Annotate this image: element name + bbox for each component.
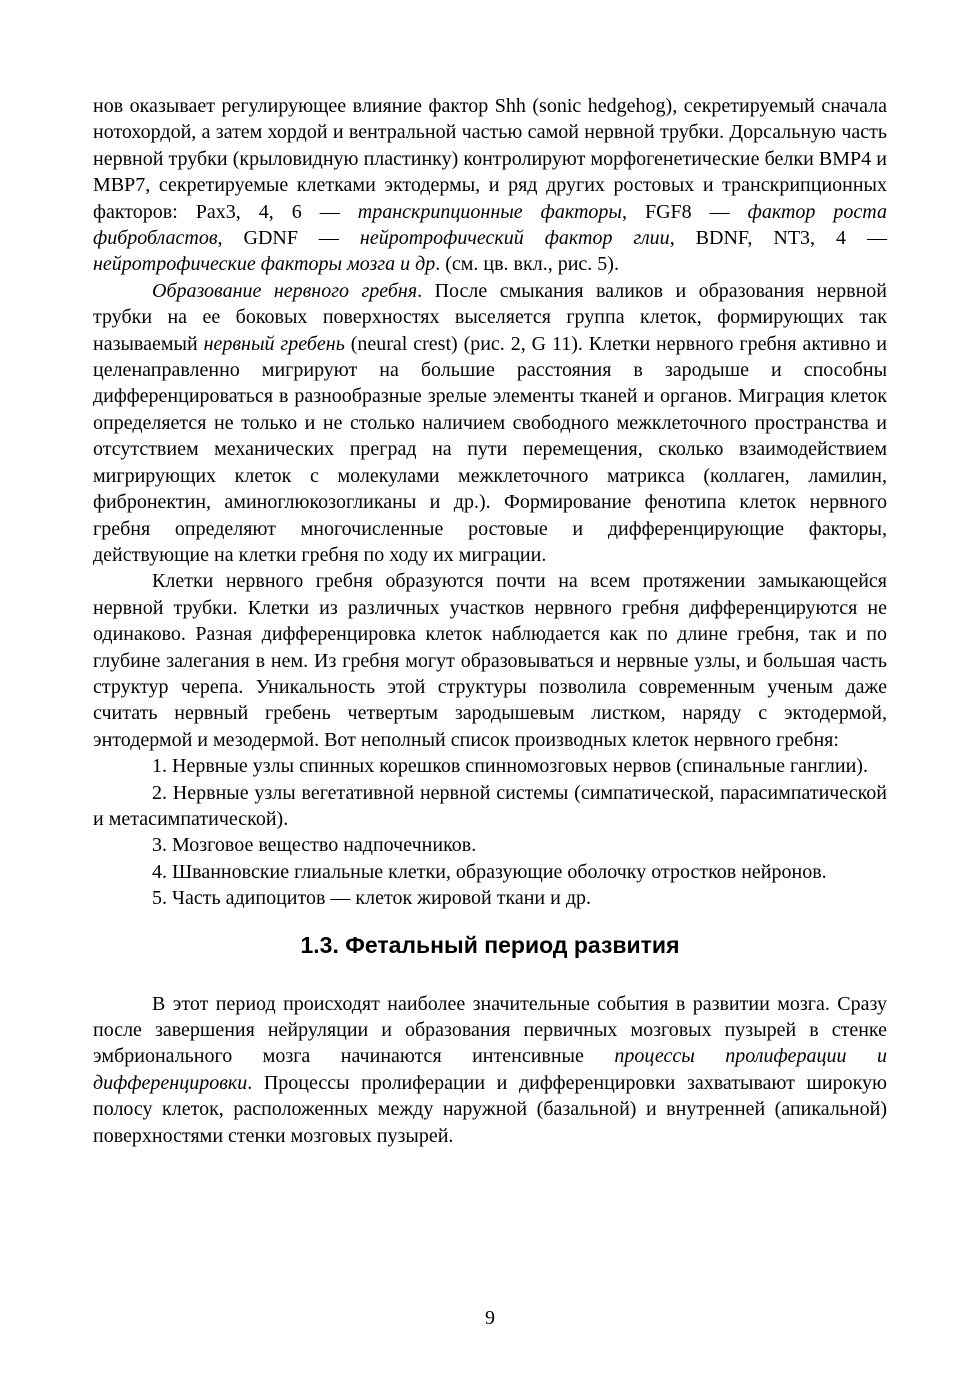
paragraph-neural-crest (93, 278, 887, 568)
paragraph-text: . Процессы пролиферации и дифференцировки захватывают широкую полосу клеток, расположенных между наружной (базальной) и внутренней (апикальной) поверхностями стенки мозговых пузырей. (93, 1071, 887, 1147)
page-number: 9 (485, 1307, 495, 1329)
italic-term: процессы пролиферации и дифференцировки (93, 1045, 887, 1094)
italic-term: транскрипционные факторы (357, 200, 622, 223)
italic-term: нервный гребень (203, 332, 345, 355)
list-item: 1. Нервные узлы спинных корешков спинномозговых нервов (спинальные ганглии). (152, 755, 868, 778)
paragraph-text: , FGF8 — (621, 200, 748, 223)
paragraph-text: . После смыкания валиков и образования нервной трубки на ее боковых поверхностях выселяется группа клеток, формирующих так называемый (93, 279, 887, 355)
italic-term: нейротрофический фактор глии (359, 227, 670, 250)
list-item: 2. Нервные узлы вегетативной нервной системы (симпатической, парасимпатической и метасимпатической). (93, 781, 887, 830)
paragraph-text: . (см. цв. вкл., рис. 5). (435, 253, 619, 276)
list-item: 5. Часть адипоцитов — клеток жировой ткани и др. (152, 887, 592, 910)
section-heading: 1.3. Фетальный период развития (300, 931, 680, 958)
paragraph-fetal-period (93, 991, 887, 1149)
italic-subheading: Образование нервного гребня (152, 279, 418, 302)
italic-term: фактор роста фибробластов (93, 200, 887, 250)
paragraph-text: , BDNF, NT3, 4 — (669, 227, 887, 250)
page-body (93, 93, 887, 1149)
paragraph-text: В этот период происходят наиболее значительные события в развитии мозга. Сразу после завершения нейруляции и образования первичных мозговых пузырей в стенке эмбрионального мозга начинаются интенсивные (93, 992, 887, 1068)
paragraph-crest-cells: Клетки нервного гребня образуются почти на всем протяжении замыкающейся нервной трубки. Клетки из различных участков нервного гребня дифференцируются не одинаково. Разная дифференцировка клеток наблюдается как по длине гребня, так и по глубине залегания в нем. Из гребня могут образовываться и нервные узлы, и большая часть структур черепа. Уникальность этой структуры позволила современным ученым даже считать нервный гребень четвертым зародышевым листком, наряду с эктодермой, энтодермой и мезодермой. Вот неполный список производных клеток нервного гребня: (93, 570, 887, 751)
paragraph-growth-factors (93, 93, 887, 278)
paragraph-text: , GDNF — (217, 227, 360, 250)
paragraph-text: нов оказывает регулирующее влияние фактор Shh (sonic hedgehog), секретируемый сначала нотохордой, а затем хордой и вентральной частью самой нервной трубки. Дорсальную часть нервной трубки (крыловидную пластинку) контролируют морфогенетические белки BMP4 и MBP7, секретируемые клетками эктодермы, и ряд других ростовых и транскрипционных факторов: Pax3, 4, 6 — (93, 95, 887, 223)
list-item: 4. Шванновские глиальные клетки, образующие оболочку отростков нейронов. (152, 860, 827, 883)
italic-term: нейротрофические факторы мозга и др (93, 253, 436, 276)
paragraph-text: (neural crest) (рис. 2, G 11). Клетки нервного гребня активно и целенаправленно мигрируют на большие расстояния в зародыше и способны дифференцироваться в разнообразные зрелые элементы тканей и органов. Миграция клеток определяется не только и не столько наличием свободного межклеточного пространства и отсутствием механических преград на пути перемещения, сколько взаимодействием мигрирующих клеток с молекулами межклеточного матрикса (коллаген, ламилин, фибронектин, аминоглюкозогликаны и др.). Формирование фенотипа клеток нервного гребня определяют многочисленные ростовые и дифференцирующие факторы, действующие на клетки гребня по ходу их миграции. (93, 332, 887, 566)
list-item: 3. Мозговое вещество надпочечников. (152, 834, 477, 857)
